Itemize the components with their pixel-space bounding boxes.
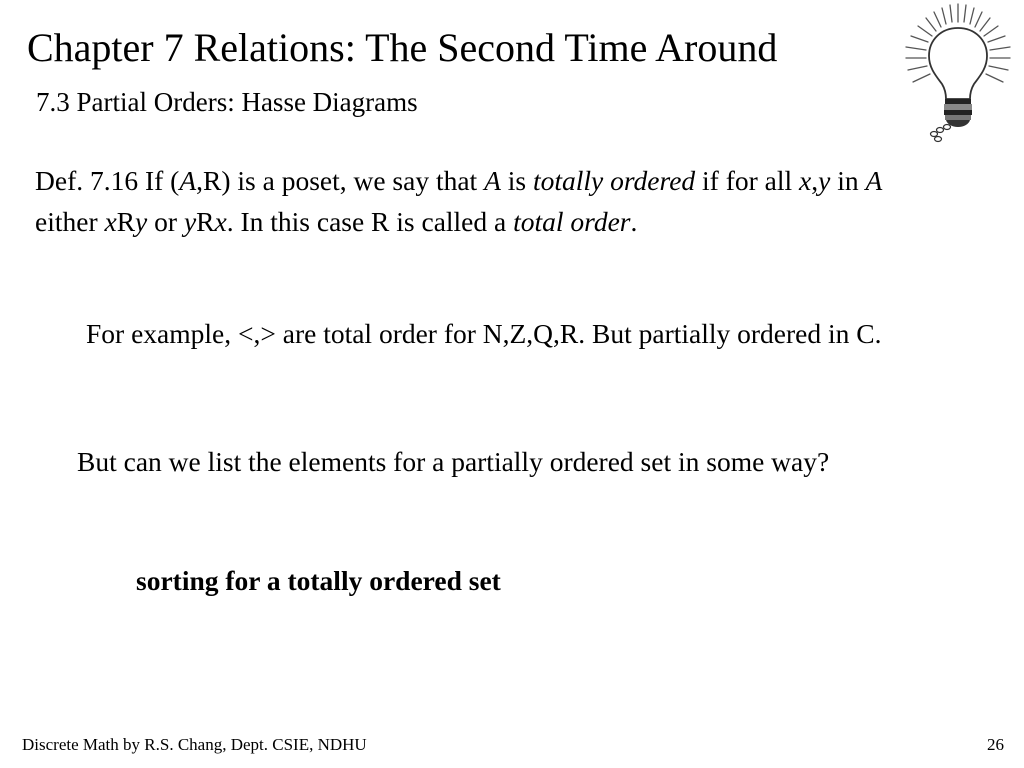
relation-r: R (196, 206, 215, 237)
definition-paragraph (35, 160, 925, 242)
var-x: x (799, 165, 812, 196)
relation-r: R (116, 206, 136, 237)
definition-text: , (811, 165, 819, 196)
var-x: x (104, 206, 117, 237)
answer-text: sorting for a totally ordered set (136, 565, 501, 596)
slide-subtitle: 7.3 Partial Orders: Hasse Diagrams (36, 87, 418, 117)
var-x: x (214, 206, 227, 237)
term-totally-ordered: totally ordered (532, 165, 696, 196)
definition-text: either (35, 206, 105, 237)
set-a: A (484, 165, 501, 196)
lightbulb-icon (898, 0, 1022, 148)
var-y: y (818, 165, 831, 196)
definition-text: ,R) is a poset, we say that (196, 165, 485, 196)
set-a: A (179, 165, 197, 196)
definition-text: in (830, 165, 866, 196)
term-total-order: total order (513, 206, 631, 237)
definition-text: . In this case R is called a (226, 206, 514, 237)
slide-title: Chapter 7 Relations: The Second Time Around (27, 25, 778, 70)
question-paragraph: But can we list the elements for a partially ordered set in some way? (77, 446, 830, 477)
set-a: A (865, 165, 883, 196)
example-paragraph: For example, <,> are total order for N,Z,Q,R. But partially ordered in C. (86, 318, 882, 349)
page-number: 26 (987, 735, 1004, 754)
definition-text: Def. 7.16 If ( (35, 165, 180, 196)
footer-credit: Discrete Math by R.S. Chang, Dept. CSIE, NDHU (22, 735, 367, 754)
var-y: y (135, 206, 148, 237)
definition-text: is (500, 165, 533, 196)
definition-text: . (630, 206, 638, 237)
definition-text: or (147, 206, 184, 237)
definition-text: if for all (695, 165, 800, 196)
var-y: y (183, 206, 197, 237)
